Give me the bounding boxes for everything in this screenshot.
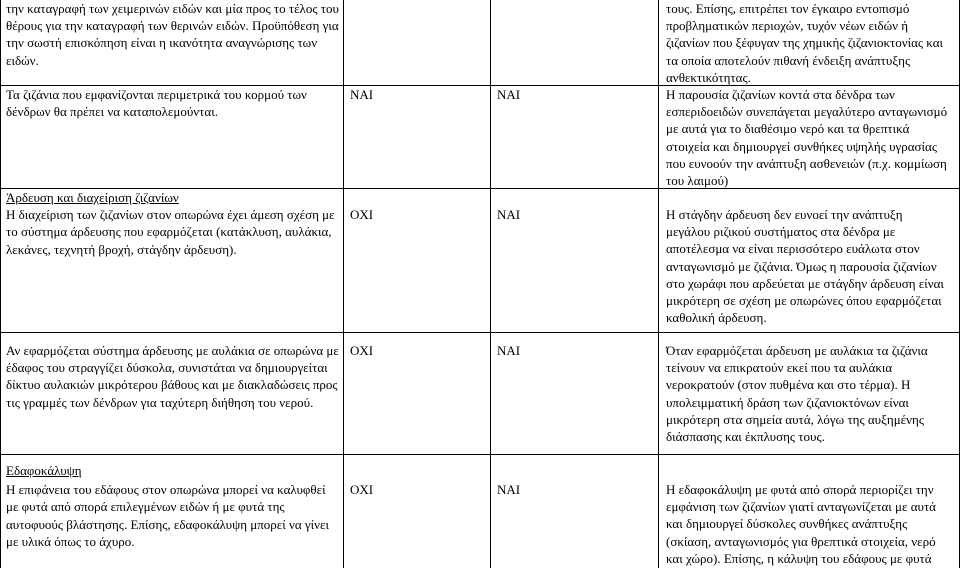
answer-cell-3 <box>491 455 659 568</box>
answer-cell-3 <box>491 333 659 455</box>
justification-line: εσπεριδοειδών συνεπάγεται μεγαλύτερο ανταγωνισμό <box>666 104 948 120</box>
justification-cell <box>659 189 960 333</box>
answer-cell-2 <box>344 86 491 189</box>
justification-line: που ευνοούν την ανάπτυξη ασθενειών (π.χ. κομμίωση <box>666 155 947 171</box>
section-heading: Εδαφοκάλυψη <box>6 463 82 478</box>
justification-line: ανθεκτικότητας. <box>666 69 751 85</box>
justification-line: μεγάλου ριζικού συστήματος στα δένδρα με <box>666 224 896 240</box>
justification-line: εμφάνιση των ζιζανίων γιατί ανταγωνίζεται με αυτά <box>666 499 936 515</box>
description-cell <box>0 86 344 189</box>
description-line: Αν εφαρμόζεται σύστημα άρδευσης με αυλάκια σε οπωρώνα με <box>6 343 339 358</box>
justification-line: Η εδαφοκάλυψη με φυτά από σπορά περιορίζει την <box>666 482 934 497</box>
description-line: αυτοφυούς βλάστησης. Επίσης, εδαφοκάλυψη μπορεί να γίνει <box>6 516 329 532</box>
justification-line: στοιχεία και δημιουργεί συνθήκες υψηλής υγρασίας <box>666 138 938 154</box>
answer-cell-3 <box>491 86 659 189</box>
description-cell <box>0 189 344 333</box>
answer-cell-3 <box>491 0 659 86</box>
justification-line: καθολική άρδευση. <box>666 310 767 326</box>
description-cell <box>0 455 344 568</box>
justification-line: αποτέλεσμα να είναι περισσότερο ευάλωτα στον <box>666 241 920 257</box>
answer-value: ΟΧΙ <box>350 207 374 222</box>
description-line: έδαφος του στραγγίζει δύσκολα, συνιστάται να δημιουργείται <box>6 360 328 376</box>
answer-value: ΝΑΙ <box>497 482 521 497</box>
justification-cell <box>659 455 960 568</box>
justification-line: νεροκρατούν (στον πυθμένα και στο τέρμα). Η <box>666 377 911 393</box>
description-line: Τα ζιζάνια που εμφανίζονται περιμετρικά του κορμού των <box>6 87 307 102</box>
justification-line: (σκίαση, ανταγωνισμός για θρεπτικά στοιχεία, νερό <box>666 533 936 549</box>
answer-value: ΝΑΙ <box>350 87 374 102</box>
section-heading: Άρδευση και διαχείριση ζιζανίων <box>6 190 179 205</box>
justification-line: μικρότερη σε σχέση με οπωρώνες όπου εφαρμόζεται <box>666 293 942 309</box>
description-line: τις γραμμές των δένδρων για ταχύτερη διήθηση του νερού. <box>6 394 314 410</box>
justification-cell <box>659 0 960 86</box>
description-line: την καταγραφή των χειμερινών ειδών και μία προς το τέλος του <box>6 1 339 16</box>
justification-line: ζιζανίων που ξέφυγαν της χημικής ζιζανιοκτονίας και <box>666 35 944 51</box>
answer-cell-2 <box>344 455 491 568</box>
answer-cell-2 <box>344 333 491 455</box>
description-line: θέρους για την καταγραφή των θερινών ειδών. Προϋπόθεση για <box>6 18 339 34</box>
description-line: Η διαχείριση των ζιζανίων στον οπωρώνα έχει άμεση σχέση με <box>6 207 335 223</box>
justification-line: και χώρο). Επίσης, η κάλυψη του εδάφους με φυτά <box>666 550 932 566</box>
description-line: με υλικά όπως το άχυρο. <box>6 533 135 549</box>
justification-line: ανταγωνισμό με ζιζάνια. Όμως η παρουσία ζιζανίων <box>666 258 937 274</box>
justification-line: Όταν εφαρμόζεται άρδευση με αυλάκια τα ζιζάνια <box>666 343 928 358</box>
justification-line: του λαιμού) <box>666 173 729 189</box>
answer-cell-3 <box>491 189 659 333</box>
answer-value: ΝΑΙ <box>497 343 521 358</box>
answer-value: ΝΑΙ <box>497 87 521 102</box>
answer-cell-2 <box>344 0 491 86</box>
justification-line: Η στάγδην άρδευση δεν ευνοεί την ανάπτυξη <box>666 207 903 222</box>
justification-cell <box>659 86 960 189</box>
answer-value: ΝΑΙ <box>497 207 521 222</box>
answer-value: ΟΧΙ <box>350 343 374 358</box>
justification-line: τείνουν να επικρατούν εκεί που τα αυλάκια <box>666 360 893 376</box>
description-line: δένδρων θα πρέπει να καταπολεμούνται. <box>6 104 218 120</box>
justification-line: Η παρουσία ζιζανίων κοντά στα δένδρα των <box>666 87 895 102</box>
justification-line: με αυτά για το διαθέσιμο νερό και τα θρεπτικά <box>666 121 910 137</box>
description-line: ειδών. <box>6 52 39 68</box>
description-line: λεκάνες, τεχνητή βροχή, στάγδην άρδευση). <box>6 241 237 257</box>
description-line: Η επιφάνεια του εδάφους στον οπωρώνα μπορεί να καλυφθεί <box>6 482 326 498</box>
description-cell <box>0 0 344 86</box>
answer-value: ΟΧΙ <box>350 482 374 497</box>
justification-line: στο χωράφι που αρδεύεται με στάγδην άρδευση είναι <box>666 275 944 291</box>
justification-cell <box>659 333 960 455</box>
justification-line: διάσπασης και έκπλυσης τους. <box>666 429 825 445</box>
description-line: το σύστημα άρδευσης που εφαρμόζεται (κατάκλυση, αυλάκια, <box>6 224 332 240</box>
description-line: δίκτυο αυλακιών μικρότερου βάθους και με διακλαδώσεις προς <box>6 377 338 393</box>
justification-line: και δημιουργεί δύσκολες συνθήκες ανάπτυξης <box>666 516 908 532</box>
justification-line: μικρότερη στα σημεία αυτά, λόγω της αυξημένης <box>666 411 924 427</box>
description-cell <box>0 333 344 455</box>
justification-line: υπολειμματική δράση των ζιζανιοκτόνων είναι <box>666 394 909 410</box>
justification-line: τους. Επίσης, επιτρέπει τον έγκαιρο εντοπισμό <box>666 1 910 16</box>
description-line: την σωστή επισκόπηση είναι η ικανότητα αναγνώρισης των <box>6 35 318 51</box>
justification-line: προβληματικών περιοχών, τυχόν νέων ειδών ή <box>666 18 909 34</box>
justification-line: τα οποία αποτελούν πιθανή ένδειξη ανάπτυξης <box>666 52 911 68</box>
answer-cell-2 <box>344 189 491 333</box>
description-line: με φυτά από σπορά επιλεγμένων ειδών ή με φυτά της <box>6 499 285 515</box>
